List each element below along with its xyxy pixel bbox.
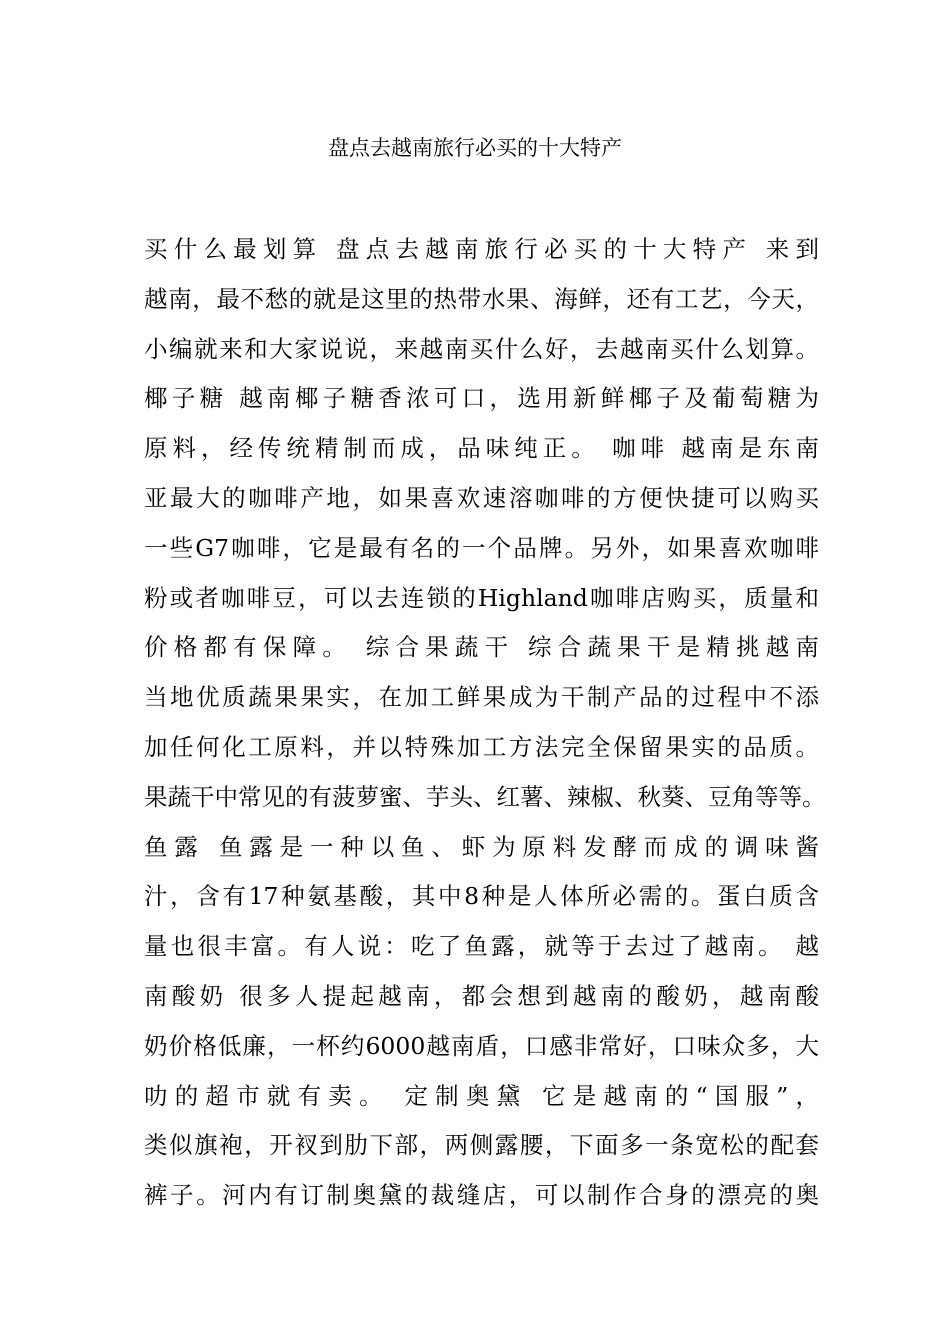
body-line: 越南，最不愁的就是这里的热带水果、海鲜，还有工艺，今天， <box>144 284 819 313</box>
body-line: 果蔬干中常见的有菠萝蜜、芋头、红薯、辣椒、秋葵、豆角等等。 <box>144 782 826 811</box>
body-line: 椰子糖 越南椰子糖香浓可口，选用新鲜椰子及葡萄糖为 <box>144 384 819 413</box>
body-line: 汁，含有17种氨基酸，其中8种是人体所必需的。蛋白质含 <box>144 882 819 911</box>
document-title: 盘点去越南旅行必买的十大特产 <box>328 136 622 160</box>
body-line: 买什么最划算 盘点去越南旅行必买的十大特产 来到 <box>144 235 819 263</box>
body-line: 奶价格低廉，一杯约6000越南盾，口感非常好，口味众多，大 <box>144 1031 819 1060</box>
body-line: 鱼露 鱼露是一种以鱼、虾为原料发酵而成的调味酱 <box>144 832 819 861</box>
body-line: 当地优质蔬果果实，在加工鲜果成为干制产品的过程中不添 <box>144 683 819 712</box>
body-line: 粉或者咖啡豆，可以去连锁的Highland咖啡店购买，质量和 <box>144 583 819 612</box>
body-line: 一些G7咖啡，它是最有名的一个品牌。另外，如果喜欢咖啡 <box>144 533 819 562</box>
body-line: 叻的超市就有卖。 定制奥黛 它是越南的“国服”， <box>144 1081 819 1110</box>
body-line: 价格都有保障。 综合果蔬干 综合蔬果干是精挑越南 <box>144 633 819 662</box>
body-line: 量也很丰富。有人说：吃了鱼露，就等于去过了越南。 越 <box>144 932 819 961</box>
body-line: 亚最大的咖啡产地，如果喜欢速溶咖啡的方便快捷可以购买 <box>144 483 819 512</box>
body-line: 裤子。河内有订制奥黛的裁缝店，可以制作合身的漂亮的奥 <box>144 1181 819 1210</box>
body-line: 小编就来和大家说说，来越南买什么好，去越南买什么划算。 <box>144 334 819 363</box>
body-line: 原料，经传统精制而成，品味纯正。 咖啡 越南是东南 <box>144 434 819 463</box>
body-line: 加任何化工原料，并以特殊加工方法完全保留果实的品质。 <box>144 732 819 761</box>
body-line: 南酸奶 很多人提起越南，都会想到越南的酸奶，越南酸 <box>144 981 819 1010</box>
document-body <box>144 230 826 1226</box>
body-line: 类似旗袍，开衩到肋下部，两侧露腰，下面多一条宽松的配套 <box>144 1131 819 1160</box>
